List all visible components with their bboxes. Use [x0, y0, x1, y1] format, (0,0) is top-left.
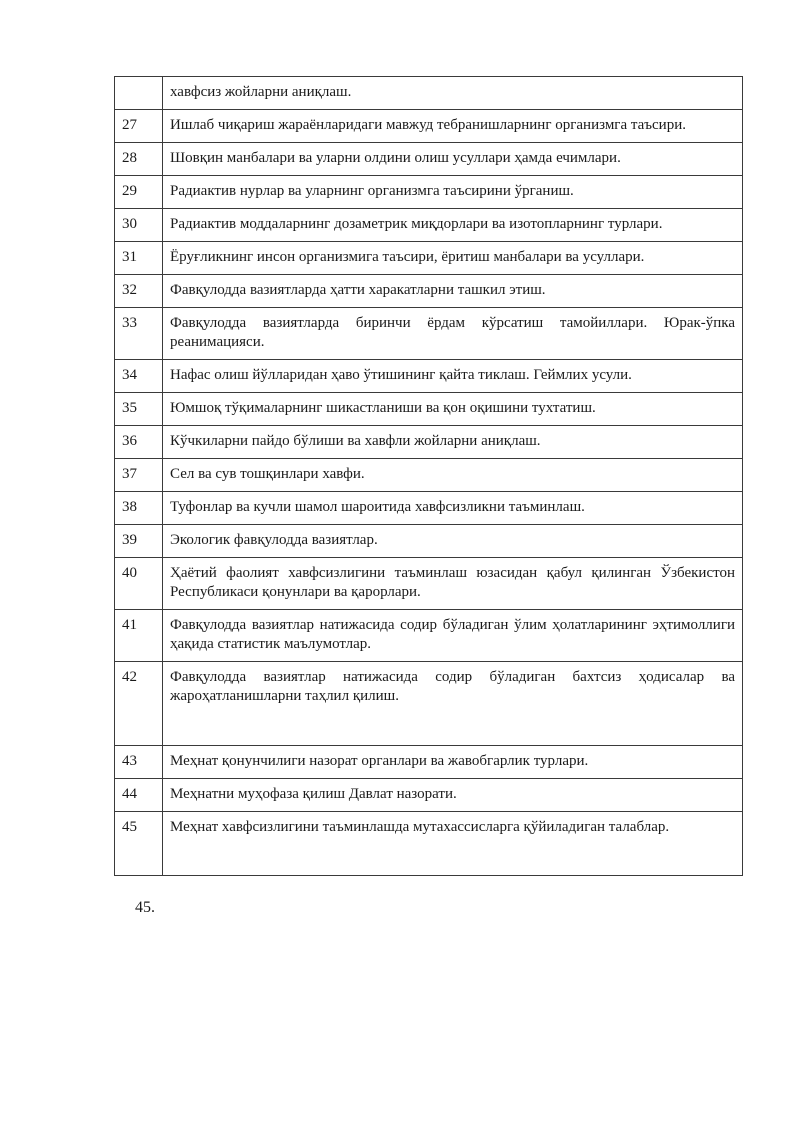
- row-number-cell: 34: [115, 360, 163, 393]
- table-row: [115, 610, 743, 662]
- table-row: [115, 779, 743, 812]
- row-number-cell: 29: [115, 176, 163, 209]
- topic-text-cell: Ёруғликнинг инсон организмига таъсири, ёритиш манбалари ва усуллари.: [163, 242, 743, 275]
- row-number-cell: 37: [115, 459, 163, 492]
- row-number-cell: 42: [115, 662, 163, 746]
- topic-text-cell: Сел ва сув тошқинлари хавфи.: [163, 459, 743, 492]
- row-number-cell: 33: [115, 308, 163, 360]
- row-number-cell: 36: [115, 426, 163, 459]
- row-number-cell: 45: [115, 812, 163, 876]
- topic-text-cell: Ишлаб чиқариш жараёнларидаги мавжуд тебранишларнинг организмга таъсири.: [163, 110, 743, 143]
- row-number-cell: 35: [115, 393, 163, 426]
- row-number-cell: 32: [115, 275, 163, 308]
- row-number-cell: 28: [115, 143, 163, 176]
- table-row: [115, 143, 743, 176]
- topic-text-cell: Фавқулодда вазиятларда биринчи ёрдам кўрсатиш тамойиллари. Юрак-ўпка реанимацияси.: [163, 308, 743, 360]
- table-row: [115, 746, 743, 779]
- row-number-cell: [115, 77, 163, 110]
- topic-text-cell: Ҳаётий фаолият хавфсизлигини таъминлаш юзасидан қабул қилинган Ўзбекистон Республикаси қонунлари ва қарорлари.: [163, 558, 743, 610]
- row-number-cell: 41: [115, 610, 163, 662]
- table-row: [115, 426, 743, 459]
- topic-text-cell: Фавқулодда вазиятлар натижасида содир бўладиган бахтсиз ҳодисалар ва жароҳатланишларни таҳлил қилиш.: [163, 662, 743, 746]
- table-row: [115, 662, 743, 746]
- topic-text-cell: Туфонлар ва кучли шамол шароитида хавфсизликни таъминлаш.: [163, 492, 743, 525]
- table-row: [115, 393, 743, 426]
- topics-table: [114, 76, 743, 876]
- row-number-cell: 44: [115, 779, 163, 812]
- table-row: [115, 492, 743, 525]
- page-number: 45.: [135, 899, 155, 916]
- table-row: [115, 558, 743, 610]
- topic-text-cell: Юмшоқ тўқималарнинг шикастланиши ва қон оқишини тухтатиш.: [163, 393, 743, 426]
- topic-text-cell: Фавқулодда вазиятлар натижасида содир бўладиган ўлим ҳолатларининг эҳтимоллиги ҳақида статистик маълумотлар.: [163, 610, 743, 662]
- topic-text-cell: Меҳнатни муҳофаза қилиш Давлат назорати.: [163, 779, 743, 812]
- table-row: [115, 275, 743, 308]
- topic-text-cell: Нафас олиш йўлларидан ҳаво ўтишининг қайта тиклаш. Геймлих усули.: [163, 360, 743, 393]
- topic-text-cell: Радиактив нурлар ва уларнинг организмга таъсирини ўрганиш.: [163, 176, 743, 209]
- topics-table-body: [115, 77, 743, 876]
- topic-text-cell: Экологик фавқулодда вазиятлар.: [163, 525, 743, 558]
- row-number-cell: 30: [115, 209, 163, 242]
- table-row: [115, 360, 743, 393]
- table-row: [115, 308, 743, 360]
- table-row: [115, 77, 743, 110]
- topic-text-cell: хавфсиз жойларни аниқлаш.: [163, 77, 743, 110]
- table-row: [115, 812, 743, 876]
- topic-text-cell: Меҳнат хавфсизлигини таъминлашда мутахассисларга қўйиладиган талаблар.: [163, 812, 743, 876]
- row-number-cell: 31: [115, 242, 163, 275]
- topic-text-cell: Шовқин манбалари ва уларни олдини олиш усуллари ҳамда ечимлари.: [163, 143, 743, 176]
- topic-text-cell: Кўчкиларни пайдо бўлиши ва хавфли жойларни аниқлаш.: [163, 426, 743, 459]
- row-number-cell: 40: [115, 558, 163, 610]
- row-number-cell: 38: [115, 492, 163, 525]
- table-row: [115, 110, 743, 143]
- topic-text-cell: Меҳнат қонунчилиги назорат органлари ва жавобгарлик турлари.: [163, 746, 743, 779]
- table-row: [115, 242, 743, 275]
- table-row: [115, 176, 743, 209]
- table-row: [115, 209, 743, 242]
- table-row: [115, 525, 743, 558]
- row-number-cell: 39: [115, 525, 163, 558]
- topic-text-cell: Радиактив моддаларнинг дозаметрик миқдорлари ва изотопларнинг турлари.: [163, 209, 743, 242]
- row-number-cell: 43: [115, 746, 163, 779]
- table-row: [115, 459, 743, 492]
- row-number-cell: 27: [115, 110, 163, 143]
- topic-text-cell: Фавқулодда вазиятларда ҳатти харакатларни ташкил этиш.: [163, 275, 743, 308]
